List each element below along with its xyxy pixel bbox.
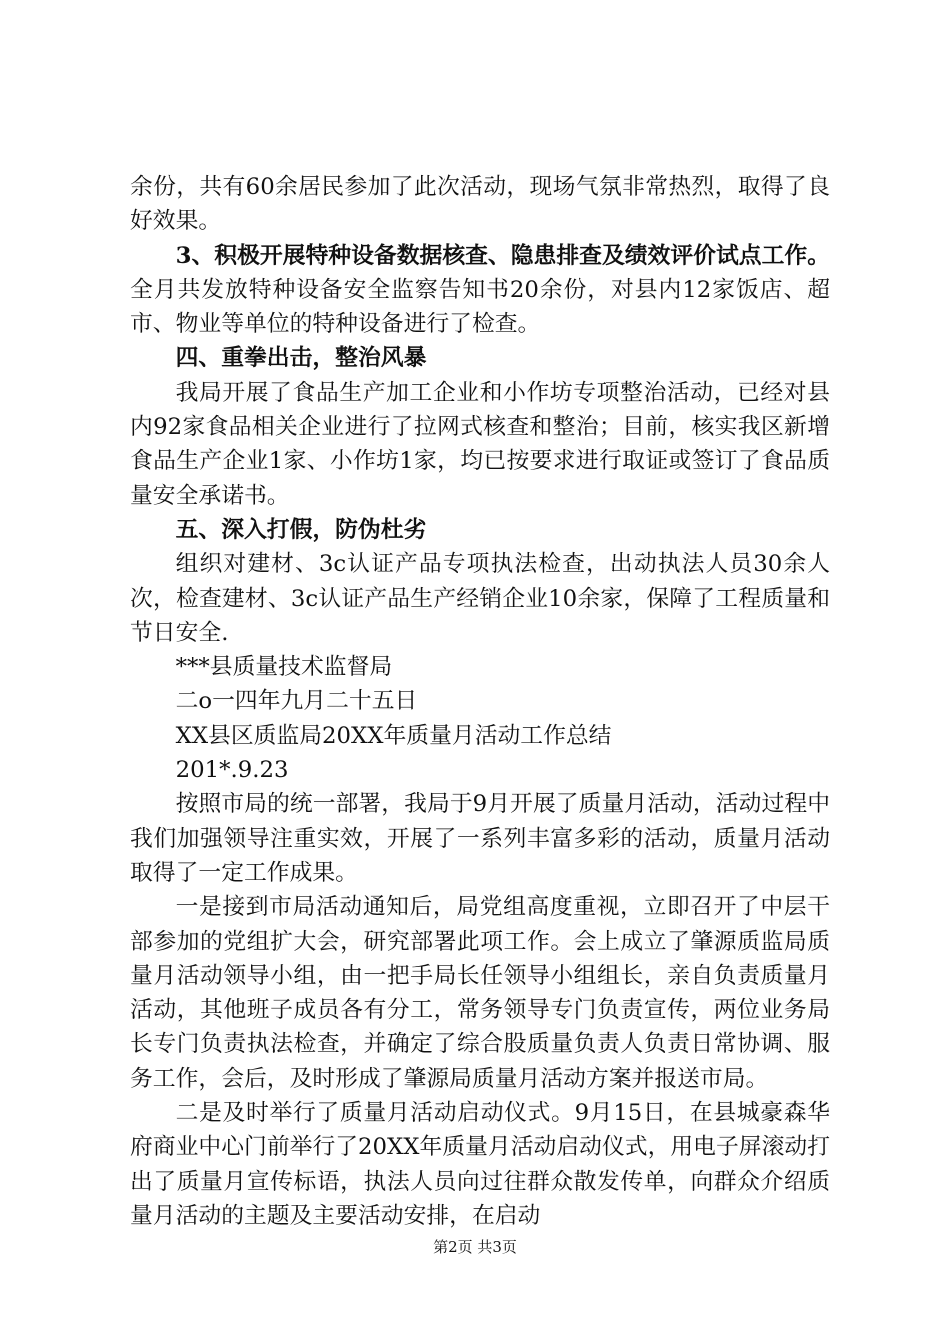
section-heading-four: 四、重拳出击，整治风暴 <box>175 345 427 372</box>
paragraph-first-point: 一是接到市局活动通知后，局党组高度重视，立即召开了中层干部参加的党组扩大会，研究部署此项工作。会上成立了肇源质监局质量月活动领导小组，由一把手局长任领导小组组长，亲自负责质量月活动，其他班子成员各有分工，常务领导专门负责宣传，两位业务局长专门负责执法检查，并确定了综合股质量负责人负责日常协调、服务工作，会后，及时形成了肇源局质量月活动方案并报送市局。 <box>130 894 830 1092</box>
paragraph-special-equipment <box>130 239 830 342</box>
paragraph-second-point: 二是及时举行了质量月活动启动仪式。9月15日，在县城豪森华府商业中心门前举行了20XX年质量月活动启动仪式，用电子屏滚动打出了质量月宣传标语，执法人员向过往群众散发传单，向群众介绍质量月活动的主题及主要活动安排，在启动 <box>130 1100 830 1229</box>
document-date: 201*.9.23 <box>175 757 289 784</box>
paragraph-food-rectification: 我局开展了食品生产加工企业和小作坊专项整治活动，已经对县内92家食品相关企业进行了拉网式核查和整治；目前，核实我区新增食品生产企业1家、小作坊1家，均已按要求进行取证或签订了食品质量安全承诺书。 <box>130 379 830 509</box>
signature-date: 二o一四年九月二十五日 <box>175 688 418 715</box>
document-title: XX县区质监局20XX年质量月活动工作总结 <box>175 722 612 749</box>
document-body <box>130 170 830 1233</box>
paragraph-body-text: 全月共发放特种设备安全监察告知书20余份，对县内12家饭店、超市、物业等单位的特种设备进行了检查。 <box>130 276 830 338</box>
paragraph-lead-heading: 3、积极开展特种设备数据核查、隐患排查及绩效评价试点工作。 <box>175 242 830 269</box>
page-footer: 第2页 共3页 <box>433 1238 517 1256</box>
section-heading-five: 五、深入打假，防伪杜劣 <box>175 516 427 543</box>
signature-organization: ***县质量技术监督局 <box>175 654 393 681</box>
paragraph-intro: 按照市局的统一部署，我局于9月开展了质量月活动，活动过程中我们加强领导注重实效，开展了一系列丰富多彩的活动，质量月活动取得了一定工作成果。 <box>130 791 830 886</box>
paragraph-anti-counterfeit: 组织对建材、3c认证产品专项执法检查，出动执法人员30余人次，检查建材、3c认证产品生产经销企业10余家，保障了工程质量和节日安全. <box>130 551 830 646</box>
paragraph-continuation: 余份，共有60余居民参加了此次活动，现场气氛非常热烈，取得了良好效果。 <box>130 174 830 235</box>
